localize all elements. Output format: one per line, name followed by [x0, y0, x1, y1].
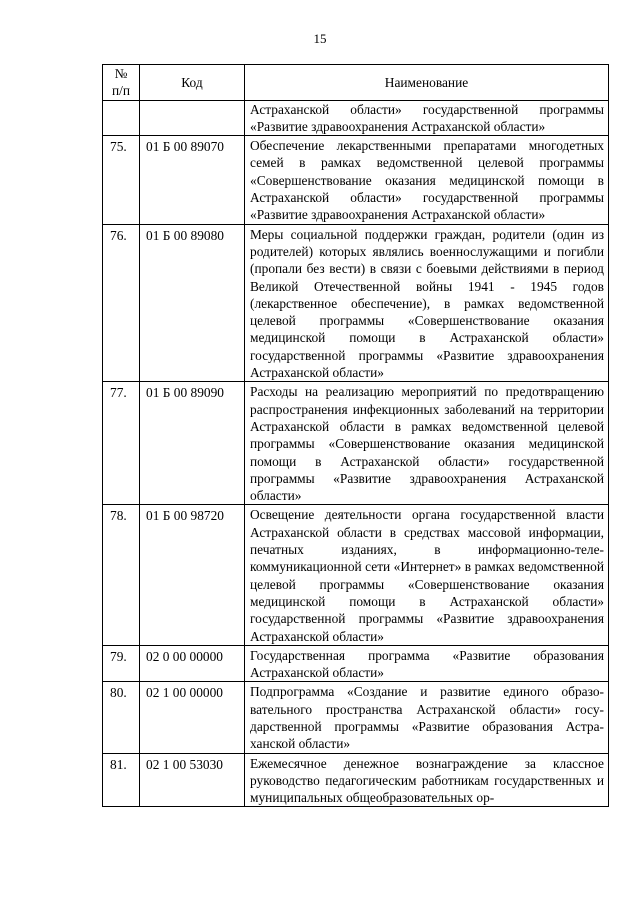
table-header-row: [103, 65, 609, 101]
header-code: Код: [140, 65, 245, 101]
page-number: 15: [313, 31, 327, 46]
row-code: 02 1 00 00000: [140, 682, 245, 753]
table-row: [103, 505, 609, 645]
row-name: Подпрограмма «Создание и развитие единого образовательного пространства Астраханской области» государственной программы «Развитие образования Астраханской области»: [245, 682, 609, 753]
table-row: [103, 682, 609, 753]
row-number: 78.: [103, 505, 140, 645]
budget-codes-table: [102, 64, 609, 807]
row-name: Государственная программа «Развитие образования Астраханской области»: [245, 645, 609, 682]
row-code: 01 Б 00 89080: [140, 224, 245, 382]
row-name: Освещение деятельности органа государственной власти Астраханской области в средствах массовой информации, печатных изданиях, в информационно-телекоммуникационной сети «Интернет» в рамках ведомственной целевой программы «Совершенствование оказания медицинской помощи в Астраханской области» государственной программы «Развитие здравоохранения Астраханской области»: [245, 505, 609, 645]
header-number-line2: п/п: [111, 83, 131, 99]
row-code: 02 1 00 53030: [140, 753, 245, 807]
table-row: [103, 753, 609, 807]
row-number: [103, 100, 140, 136]
row-name: Астраханской области» государственной программы «Развитие здравоохранения Астраханской области»: [245, 100, 609, 136]
row-name: Обеспечение лекарственными препаратами многодетных семей в рамках ведомственной целевой программы «Совершенствование оказания медицинской помощи в Астраханской области» государственной программы «Развитие здравоохранения Астраханской области»: [245, 136, 609, 224]
row-name: Ежемесячное денежное вознаграждение за классное руководство педагогическим работникам государственных и муниципальных общеобразовательных ор-: [245, 753, 609, 807]
table-row: [103, 224, 609, 382]
row-name: Расходы на реализацию мероприятий по предотвращению распространения инфекционных заболеваний на территории Астраханской области в рамках ведомственной целевой программы «Совершенствование оказания медицинской помощи в Астраханской области» государственной программы «Развитие здравоохранения Астраханской области»: [245, 382, 609, 505]
table-row: [103, 136, 609, 224]
row-number: 80.: [103, 682, 140, 753]
row-number: 75.: [103, 136, 140, 224]
header-number: [103, 65, 140, 101]
table-row: [103, 645, 609, 682]
row-number: 76.: [103, 224, 140, 382]
row-code: 02 0 00 00000: [140, 645, 245, 682]
header-name: Наименование: [245, 65, 609, 101]
row-number: 79.: [103, 645, 140, 682]
header-number-line1: №: [114, 66, 128, 81]
row-number: 81.: [103, 753, 140, 807]
row-code: 01 Б 00 98720: [140, 505, 245, 645]
table-row-continuation: [103, 100, 609, 136]
row-name: Меры социальной поддержки граждан, родители (один из родителей) которых являлись военнослужащими и погибли (пропали без вести) в связи с боевыми действиями в период Великой Отечественной войны 1941 - 1945 годов (лекарственное обеспечение), в рамках ведомственной целевой программы «Совершенствование оказания медицинской помощи в Астраханской области» государственной программы «Развитие здравоохранения Астраханской области»: [245, 224, 609, 382]
row-number: 77.: [103, 382, 140, 505]
table-row: [103, 382, 609, 505]
row-code: 01 Б 00 89090: [140, 382, 245, 505]
row-code: [140, 100, 245, 136]
row-code: 01 Б 00 89070: [140, 136, 245, 224]
